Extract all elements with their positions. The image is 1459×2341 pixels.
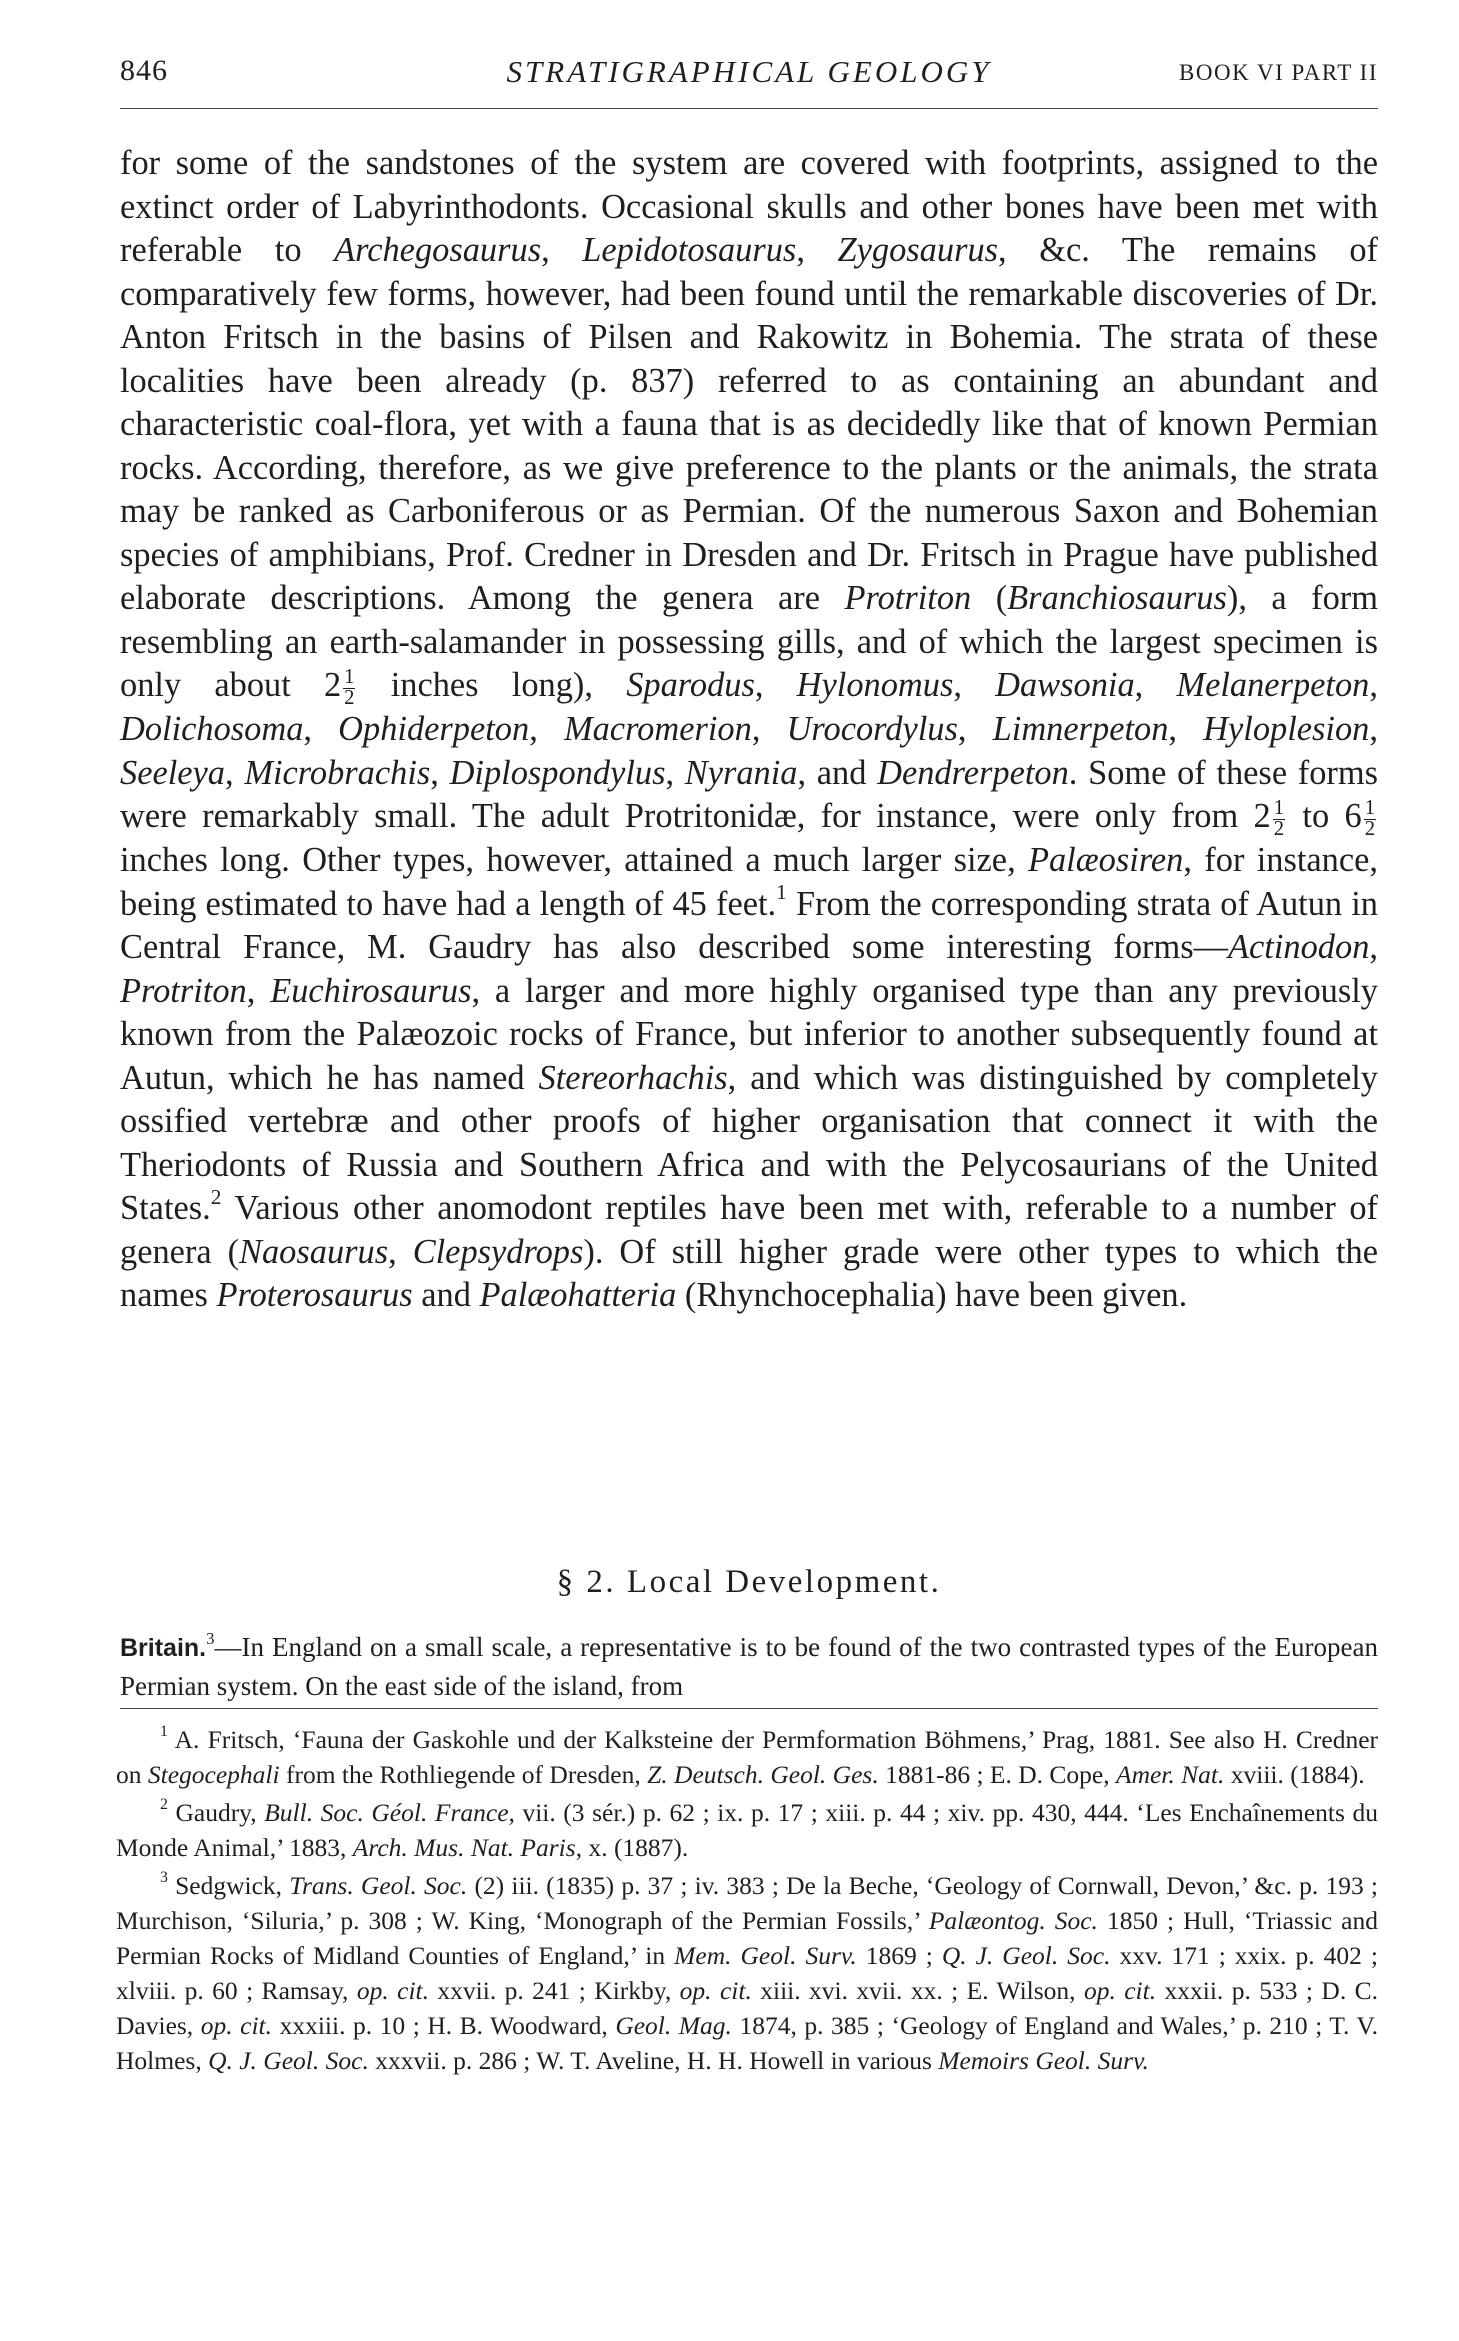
genus-name: Sparodus [626, 666, 755, 704]
britain-label: Britain. [120, 1634, 207, 1662]
genus-name: Naosaurus [239, 1232, 389, 1271]
genus-name: Diplospondylus [449, 753, 666, 792]
footnote-2: $^2$ Gaudry, Bull. Soc. Géol. France, vii. (3 sér.) p. 62 ; ix. p. 17 ; xiii. p. 44 ; xiv. pp. 430, 444. ‘Les Enchaînements du Monde Animal,’ 1883, Arch. Mus. Nat. Paris, x. (1887). [116, 1796, 1378, 1862]
genus-name: Palæohatteria [479, 1276, 677, 1315]
genus-name: Protriton [120, 971, 247, 1010]
genus-name: Melanerpeton [1176, 666, 1370, 704]
britain-paragraph [120, 1628, 1378, 1705]
genus-name: Archegosaurus [334, 231, 542, 269]
britain-text: —In England on a small scale, a representative is to be found of the two contrasted types of the European Permian system. On the east side of the island, from [120, 1632, 1378, 1701]
genus-name: Clepsydrops [412, 1232, 584, 1271]
genus-name: Urocordylus [786, 710, 958, 749]
genus-name: Microbrachis [244, 753, 431, 792]
book-part-label: BOOK VI PART II [1179, 60, 1378, 85]
footnotes [116, 1722, 1378, 2081]
footnote-marker: 1 [160, 1723, 168, 1741]
genus-name: Palæosiren [1027, 841, 1184, 880]
genus-name: Euchirosaurus [270, 971, 472, 1010]
running-title: STRATIGRAPHICAL GEOLOGY [506, 54, 992, 89]
footnote-1: $^1$ A. Fritsch, ‘Fauna der Gaskohle und der Kalksteine der Permformation Böhmens,’ Prag, 1881. See also H. Credner on Stegocephali from the Rothliegende of Dresden, Z. Deutsch. Geol. Ges. 1881-86 ; E. D. Cope, Amer. Nat. xviii. (1884). [116, 1723, 1378, 1789]
genus-name: Limnerpeton [992, 710, 1169, 749]
genus-name: Hylonomus [796, 666, 954, 704]
genus-name: Hyloplesion [1203, 710, 1370, 749]
genus-name: Branchiosaurus [1007, 579, 1227, 617]
footnote-ref-2: 2 [210, 1184, 222, 1209]
genus-name: Actinodon [1228, 928, 1370, 967]
genus-name: Ophiderpeton [338, 710, 530, 749]
main-paragraph [120, 142, 1378, 1318]
paragraph-text: for some of the sandstones of the system are covered with footprints, assigned to the extinct order of Labyrinthodonts. Occasional skulls and other bones have been met with referable to Archegosaurus, Lepidotosaurus, Zygosaurus, &c. The remains of comparatively few forms, however, had been found until the remarkable discoveries of Dr. Anton Fritsch in the basins of Pilsen and Rakowitz in Bohemia. The strata of these localities have been already (p. 837) referred to as containing an abundant and characteristic coal-flora, yet with a fauna that is as decidedly like that of known Permian rocks. According, therefore, as we give preference to the plants or the animals, the strata may be ranked as Carboniferous or as Permian. Of the numerous Saxon and Bohemian species of amphibians, Prof. Credner in Dresden and Dr. Fritsch in Prague have published elaborate descriptions. Among the genera are Protriton (Branchiosaurus), a form resembling an earth-salamander in possessing gills, and of which the largest specimen is only about 2 $\frac{1}{2}$ inches long), Sparodus, Hylonomus, Dawsonia, Melanerpeton, Dolichosoma, Ophiderpeton, Macromerion, Urocordylus, Limnerpeton, Hyloplesion, Seeleya, Microbrachis, Diplospondylus, Nyrania, and Dendrerpeton. Some of these forms were remarkably small. The adult Protritonidæ, for instance, were only from 2 $\frac{1}{2}$ to 6 $\frac{1}{2}$ inches long. Other types, however, attained a much larger size, Palæosiren, for instance, being estimated to have had a length of 45 feet.$^1$ From the corresponding strata of Autun in Central France, M. Gaudry has also described some interesting forms—Actinodon, Protriton, Euchirosaurus, a larger and more highly organised type than any previously known from the Palæozoic rocks of France, but inferior to another subsequently found at Autun, which he has named Stereorhachis, and which was distinguished by completely ossified vertebræ and other proofs of higher organisation that connect it with the Theriodonts of Russia and Southern Africa and with the Pelycosaurians of the United States.$^2$ Various other anomodont reptiles have been met with, referable to a number of genera (Naosaurus, Clepsydrops). Of still higher grade were other types to which the names Proterosaurus and Palæohatteria (Rhynchocephalia) have been given. [120, 144, 1379, 1315]
genus-name: Stereorhachis [538, 1058, 728, 1097]
genus-name: Proterosaurus [216, 1276, 413, 1315]
footnote-marker: 3 [160, 1869, 168, 1887]
fraction-half: $\frac{1}{2}$ [1364, 797, 1375, 840]
fraction-half: $\frac{1}{2}$ [344, 666, 355, 709]
footnote-3: $^3$ Sedgwick, Trans. Geol. Soc. (2) iii. (1835) p. 37 ; iv. 383 ; De la Beche, ‘Geology of Cornwall, Devon,’ &c. p. 193 ; Murchison, ‘Siluria,’ p. 308 ; W. King, ‘Monograph of the Permian Fossils,’ Palæontog. Soc. 1850 ; Hull, ‘Triassic and Permian Rocks of Midland Counties of England,’ in Mem. Geol. Surv. 1869 ; Q. J. Geol. Soc. xxv. 171 ; xxix. p. 402 ; xlviii. p. 60 ; Ramsay, op. cit. xxvii. p. 241 ; Kirkby, op. cit. xiii. xvi. xvii. xx. ; E. Wilson, op. cit. xxxii. p. 533 ; D. C. Davies, op. cit. xxxiii. p. 10 ; H. B. Woodward, Geol. Mag. 1874, p. 385 ; ‘Geology of England and Wales,’ p. 210 ; T. V. Holmes, Q. J. Geol. Soc. xxxvii. p. 286 ; W. T. Aveline, H. H. Howell in various Memoirs Geol. Surv. [116, 1869, 1379, 2075]
page-number: 846 [120, 54, 168, 87]
footnote-ref-3: 3 [206, 1628, 215, 1648]
genus-name: Dendrerpeton [877, 753, 1069, 792]
genus-name: Macromerion [563, 710, 752, 749]
genus-name: Dolichosoma [120, 710, 304, 749]
footnote-rule [120, 1708, 1378, 1709]
footnote-marker: 2 [160, 1796, 168, 1814]
genus-name: Protriton [844, 579, 972, 617]
page-header [120, 54, 1378, 104]
genus-name: Dawsonia [995, 666, 1135, 704]
footnote-ref-1: 1 [776, 880, 787, 905]
fraction-half: $\frac{1}{2}$ [1273, 797, 1285, 840]
genus-name: Zygosaurus [837, 231, 999, 269]
genus-name: Nyrania [684, 753, 798, 792]
genus-name: Lepidotosaurus [582, 231, 797, 269]
header-rule [120, 108, 1378, 109]
section-heading: § 2. Local Development. [556, 1564, 942, 1600]
genus-name: Seeleya [120, 753, 226, 792]
